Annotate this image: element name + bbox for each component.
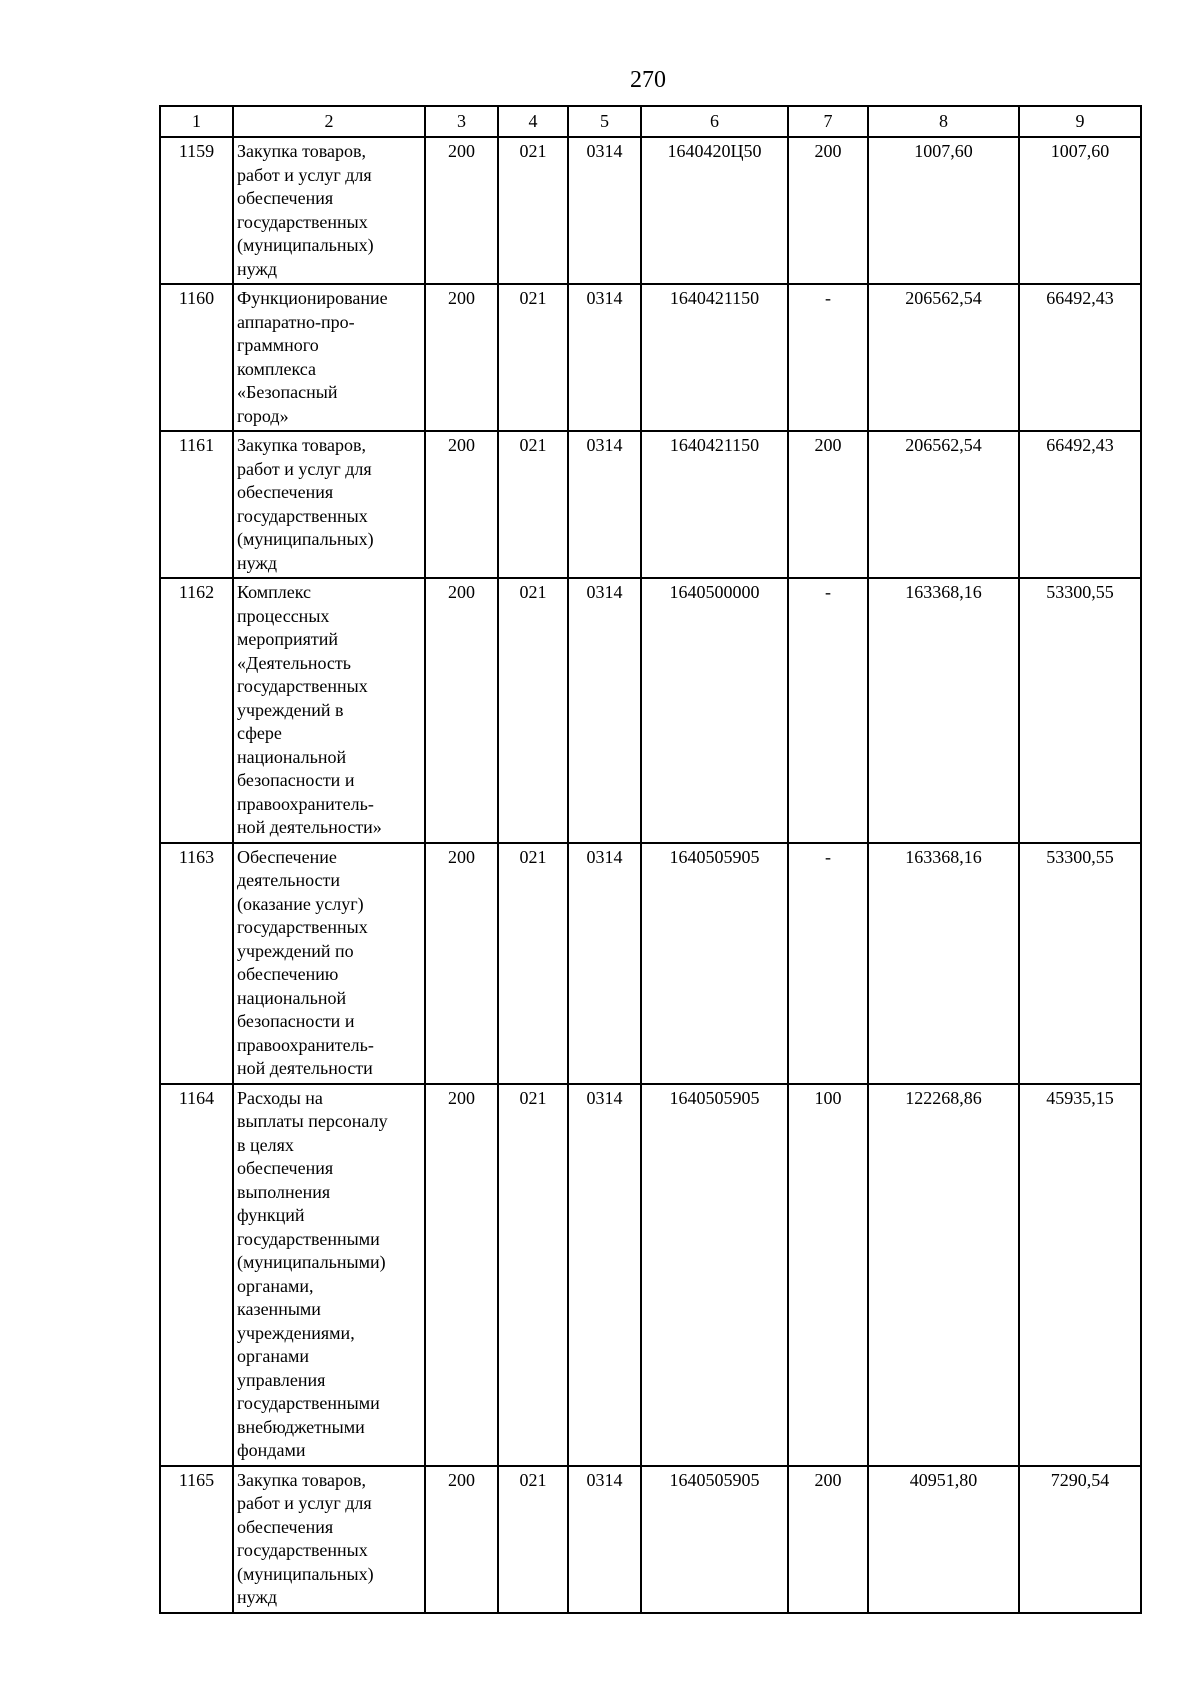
row-name-line: казенными (237, 1299, 321, 1319)
cell-amount-9: 53300,55 (1019, 843, 1141, 1084)
row-name-line: учреждений по (237, 940, 354, 961)
cell-amount-9: 53300,55 (1019, 578, 1141, 843)
table-row (160, 1466, 1141, 1613)
row-name-line: правоохранитель- (237, 793, 374, 814)
table-row (160, 137, 1141, 284)
row-name (233, 137, 425, 284)
row-name-line: Функционирование (237, 288, 388, 308)
row-name-line: управления (237, 1369, 326, 1390)
cell-col-4: 021 (498, 1466, 568, 1613)
column-header-1: 1 (160, 106, 233, 137)
row-number: 1165 (160, 1466, 233, 1613)
cell-col-5: 0314 (568, 431, 641, 578)
row-name-line: государственных (237, 211, 368, 232)
cell-col-3: 200 (425, 1466, 498, 1613)
cell-col-6: 1640420Ц50 (641, 137, 788, 284)
cell-amount-9: 45935,15 (1019, 1084, 1141, 1466)
cell-amount-8: 206562,54 (868, 284, 1019, 431)
row-name-line: органами, (237, 1275, 314, 1296)
table-body (160, 137, 1141, 1613)
column-header-9: 9 (1019, 106, 1141, 137)
row-name-line: Закупка товаров, (237, 141, 366, 161)
row-name-line: ной деятельности» (237, 817, 382, 837)
cell-col-5: 0314 (568, 1084, 641, 1466)
table-row (160, 284, 1141, 431)
cell-col-7: 200 (788, 1466, 868, 1613)
row-name-line: Обеспечение (237, 846, 337, 867)
row-name-line: (муниципальными) (237, 1252, 386, 1272)
row-number: 1160 (160, 284, 233, 431)
row-name-line: государственными (237, 1393, 380, 1413)
row-name-line: правоохранитель- (237, 1034, 374, 1055)
row-name-line: (муниципальных) (237, 529, 374, 549)
cell-col-3: 200 (425, 284, 498, 431)
row-name-line: работ и услуг для (237, 164, 372, 185)
column-header-4: 4 (498, 106, 568, 137)
cell-col-3: 200 (425, 431, 498, 578)
row-name (233, 1084, 425, 1466)
row-name-line: ной деятельности (237, 1058, 373, 1078)
row-name-line: процессных (237, 605, 330, 626)
row-name (233, 431, 425, 578)
cell-col-6: 1640500000 (641, 578, 788, 843)
cell-col-7: 200 (788, 431, 868, 578)
row-name (233, 1466, 425, 1613)
cell-amount-8: 122268,86 (868, 1084, 1019, 1466)
table-row (160, 1084, 1141, 1466)
row-name-line: государственных (237, 676, 368, 696)
cell-amount-9: 7290,54 (1019, 1466, 1141, 1613)
row-name-line: безопасности и (237, 770, 355, 790)
cell-col-3: 200 (425, 137, 498, 284)
row-name-line: обеспечения (237, 1158, 334, 1178)
cell-col-5: 0314 (568, 578, 641, 843)
row-name-line: выполнения (237, 1181, 331, 1202)
row-name (233, 578, 425, 843)
row-name-line: Комплекс (237, 582, 312, 602)
column-header-2: 2 (233, 106, 425, 137)
cell-col-4: 021 (498, 431, 568, 578)
cell-col-6: 1640505905 (641, 1466, 788, 1613)
row-name-line: (муниципальных) (237, 1563, 374, 1584)
row-name-line: обеспечения (237, 188, 334, 208)
row-name-line: национальной (237, 746, 347, 767)
row-name-line: функций (237, 1205, 305, 1225)
cell-amount-8: 1007,60 (868, 137, 1019, 284)
row-name-line: комплекса (237, 358, 316, 379)
row-name-line: деятельности (237, 870, 341, 890)
cell-col-5: 0314 (568, 137, 641, 284)
row-name-line: учреждениями, (237, 1322, 355, 1343)
row-name-line: обеспечению (237, 964, 339, 984)
row-name-line: Закупка товаров, (237, 1469, 366, 1490)
row-name-line: государственных (237, 917, 368, 937)
row-name-line: работ и услуг для (237, 1493, 372, 1513)
cell-col-4: 021 (498, 137, 568, 284)
cell-col-7: 100 (788, 1084, 868, 1466)
cell-amount-8: 206562,54 (868, 431, 1019, 578)
row-name-line: внебюджетными (237, 1416, 365, 1437)
row-number: 1162 (160, 578, 233, 843)
cell-amount-9: 66492,43 (1019, 284, 1141, 431)
row-name-line: Расходы на (237, 1087, 323, 1108)
row-name-line: (оказание услуг) (237, 893, 364, 914)
cell-col-6: 1640505905 (641, 843, 788, 1084)
row-name-line: нужд (237, 258, 277, 279)
row-name-line: учреждений в (237, 699, 344, 720)
row-name (233, 843, 425, 1084)
row-name-line: мероприятий (237, 629, 339, 649)
column-header-3: 3 (425, 106, 498, 137)
row-number: 1161 (160, 431, 233, 578)
cell-col-6: 1640421150 (641, 284, 788, 431)
column-header-7: 7 (788, 106, 868, 137)
cell-col-4: 021 (498, 843, 568, 1084)
row-name (233, 284, 425, 431)
cell-amount-9: 1007,60 (1019, 137, 1141, 284)
cell-col-7: - (788, 284, 868, 431)
row-name-line: государственных (237, 505, 368, 526)
row-name-line: нужд (237, 552, 277, 573)
row-name-line: национальной (237, 987, 347, 1008)
row-number: 1164 (160, 1084, 233, 1466)
table-header-row (160, 106, 1141, 137)
cell-amount-9: 66492,43 (1019, 431, 1141, 578)
row-name-line: обеспечения (237, 482, 334, 502)
cell-col-3: 200 (425, 1084, 498, 1466)
cell-col-7: 200 (788, 137, 868, 284)
cell-col-3: 200 (425, 843, 498, 1084)
cell-col-5: 0314 (568, 1466, 641, 1613)
row-name-line: (муниципальных) (237, 235, 374, 255)
cell-col-5: 0314 (568, 843, 641, 1084)
row-name-line: органами (237, 1346, 310, 1366)
column-header-8: 8 (868, 106, 1019, 137)
row-name-line: фондами (237, 1440, 306, 1460)
cell-col-4: 021 (498, 578, 568, 843)
row-number: 1159 (160, 137, 233, 284)
row-name-line: Закупка товаров, (237, 435, 366, 455)
row-name-line: выплаты персоналу (237, 1111, 388, 1131)
cell-col-5: 0314 (568, 284, 641, 431)
cell-col-6: 1640421150 (641, 431, 788, 578)
cell-col-7: - (788, 843, 868, 1084)
row-name-line: безопасности и (237, 1011, 355, 1031)
row-name-line: работ и услуг для (237, 458, 372, 479)
cell-amount-8: 40951,80 (868, 1466, 1019, 1613)
row-name-line: город» (237, 405, 289, 426)
column-header-5: 5 (568, 106, 641, 137)
budget-table (159, 105, 1142, 1614)
row-name-line: аппаратно-про- (237, 311, 355, 332)
column-header-6: 6 (641, 106, 788, 137)
row-name-line: граммного (237, 335, 319, 355)
cell-col-7: - (788, 578, 868, 843)
cell-amount-8: 163368,16 (868, 578, 1019, 843)
row-name-line: сфере (237, 723, 282, 743)
cell-col-4: 021 (498, 284, 568, 431)
row-name-line: нужд (237, 1587, 277, 1607)
row-name-line: государственных (237, 1540, 368, 1560)
cell-col-4: 021 (498, 1084, 568, 1466)
table-row (160, 578, 1141, 843)
row-name-line: в целях (237, 1134, 294, 1155)
cell-col-6: 1640505905 (641, 1084, 788, 1466)
row-name-line: «Деятельность (237, 652, 351, 673)
cell-col-3: 200 (425, 578, 498, 843)
row-number: 1163 (160, 843, 233, 1084)
table-row (160, 431, 1141, 578)
row-name-line: государственными (237, 1228, 380, 1249)
page-number: 270 (630, 67, 666, 93)
cell-amount-8: 163368,16 (868, 843, 1019, 1084)
row-name-line: обеспечения (237, 1516, 334, 1537)
table-row (160, 843, 1141, 1084)
row-name-line: «Безопасный (237, 382, 338, 402)
